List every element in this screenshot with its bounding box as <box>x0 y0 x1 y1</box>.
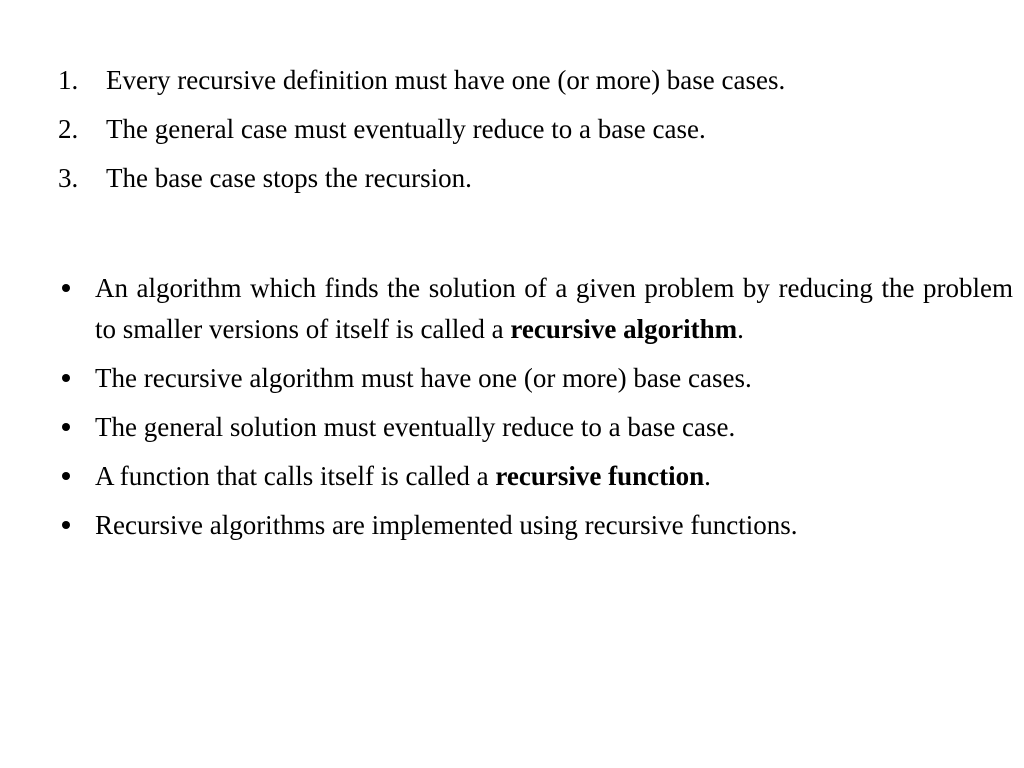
item-number: 1. <box>58 65 79 95</box>
bullet-item <box>58 358 1013 399</box>
bullet-item <box>58 456 1013 497</box>
bullet-item <box>58 505 1013 546</box>
bullet-item <box>58 407 1013 448</box>
bullet-icon <box>58 358 95 399</box>
bullet-item <box>58 268 1013 350</box>
bullet-icon <box>58 268 95 309</box>
bullet-text: Recursive algorithms are implemented using recursive functions. <box>95 510 798 540</box>
bullet-text: An algorithm which finds the solution of a given problem by reducing the problem to smaller versions of itself is called a recursive algorithm. <box>95 273 1013 344</box>
item-number: 2. <box>58 114 79 144</box>
numbered-item <box>58 64 1008 97</box>
bullet-text: The recursive algorithm must have one (or more) base cases. <box>95 363 752 393</box>
bullet-text: The general solution must eventually reduce to a base case. <box>95 412 736 442</box>
item-text: Every recursive definition must have one (or more) base cases. <box>106 65 786 95</box>
bullet-text: A function that calls itself is called a recursive function. <box>95 461 711 491</box>
bullet-icon <box>58 505 95 546</box>
numbered-item <box>58 113 1008 146</box>
bullet-list <box>58 268 1013 554</box>
numbered-list <box>58 64 1008 211</box>
numbered-item <box>58 162 1008 195</box>
bullet-icon <box>58 407 95 448</box>
bold-term: recursive algorithm <box>510 314 738 344</box>
bullet-icon <box>58 456 95 497</box>
item-number: 3. <box>58 163 79 193</box>
item-text: The general case must eventually reduce to a base case. <box>106 114 706 144</box>
bold-term: recursive function <box>495 461 705 491</box>
item-text: The base case stops the recursion. <box>106 163 472 193</box>
